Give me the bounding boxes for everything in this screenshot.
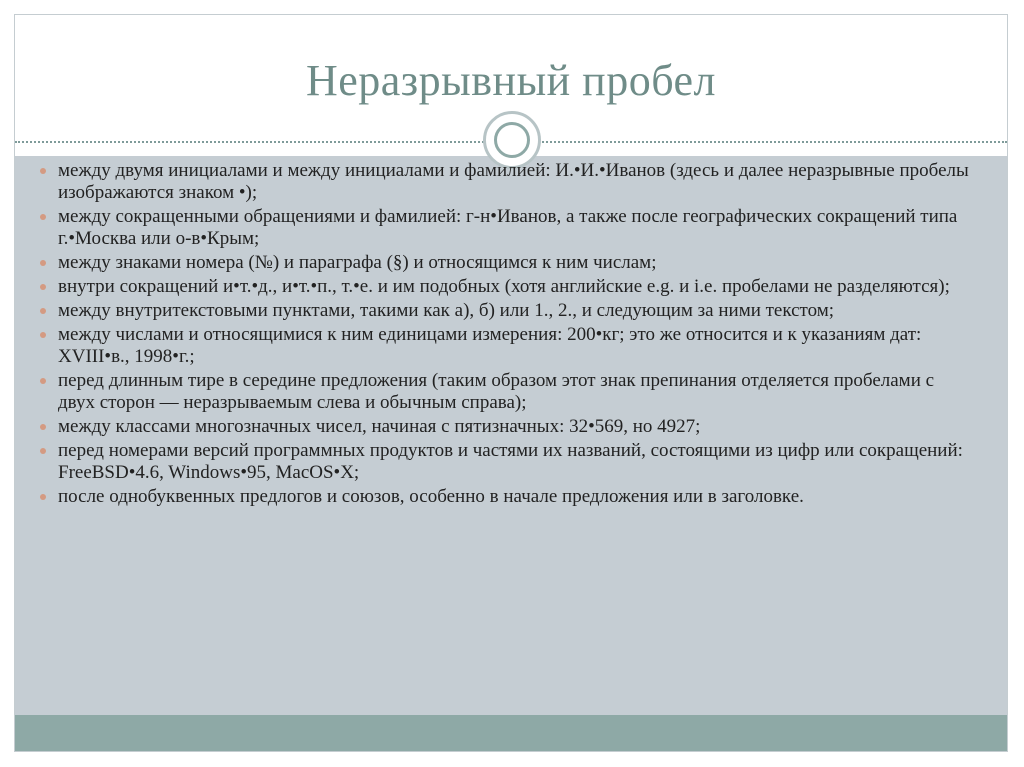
bullet-icon: [40, 378, 46, 384]
bullet-icon: [40, 448, 46, 454]
list-item-text: между двумя инициалами и между инициалами и фамилией: И.•И.•Иванов (здесь и далее неразрывные пробелы изображаются знаком •);: [58, 160, 969, 203]
bullet-icon: [40, 284, 46, 290]
bullet-icon: [40, 424, 46, 430]
bullet-icon: [40, 260, 46, 266]
list-item-text: между внутритекстовыми пунктами, такими как а), б) или 1., 2., и следующим за ними текстом;: [58, 300, 835, 321]
list-item-text: перед длинным тире в середине предложения (таким образом этот знак препинания отделяется пробелами с двух сторон — неразрываемым слева и обычным справа);: [58, 370, 935, 413]
slide-title: Неразрывный пробел: [305, 56, 717, 105]
list-item: [40, 324, 970, 368]
list-item-text: между числами и относящимися к ним единицами измерения: 200•кг; это же относится и к указаниям дат: XVIII•в., 1998•г.;: [58, 324, 922, 367]
list-item: [40, 300, 970, 322]
list-item: [40, 252, 970, 274]
bullet-icon: [40, 494, 46, 500]
list-item-text: между сокращенными обращениями и фамилией: г-н•Иванов, а также после географических сокращений типа г.•Москва или о-в•Крым;: [58, 206, 958, 249]
list-item-text: после однобуквенных предлогов и союзов, особенно в начале предложения или в заголовке.: [58, 486, 804, 507]
list-item: [40, 276, 970, 298]
list-item: [40, 440, 970, 484]
footer-band: [15, 715, 1007, 751]
list-item-text: перед номерами версий программных продуктов и частями их названий, состоящими из цифр или сокращений: FreeBSD•4.6, Windows•95, MacOS•X;: [58, 440, 963, 483]
list-item: [40, 160, 970, 204]
bullet-list: [40, 160, 970, 510]
list-item-text: между классами многозначных чисел, начиная с пятизначных: 32•569, но 4927;: [58, 416, 701, 437]
circle-ornament-inner: [494, 122, 530, 158]
list-item: [40, 486, 970, 508]
list-item: [40, 416, 970, 438]
list-item: [40, 206, 970, 250]
bullet-icon: [40, 168, 46, 174]
list-item-text: внутри сокращений и•т.•д., и•т.•п., т.•е. и им подобных (хотя английские e.g. и i.e. пробелами не разделяются);: [58, 276, 950, 297]
list-item: [40, 370, 970, 414]
bullet-icon: [40, 308, 46, 314]
bullet-icon: [40, 214, 46, 220]
bullet-icon: [40, 332, 46, 338]
list-item-text: между знаками номера (№) и параграфа (§) и относящимся к ним числам;: [58, 252, 657, 273]
